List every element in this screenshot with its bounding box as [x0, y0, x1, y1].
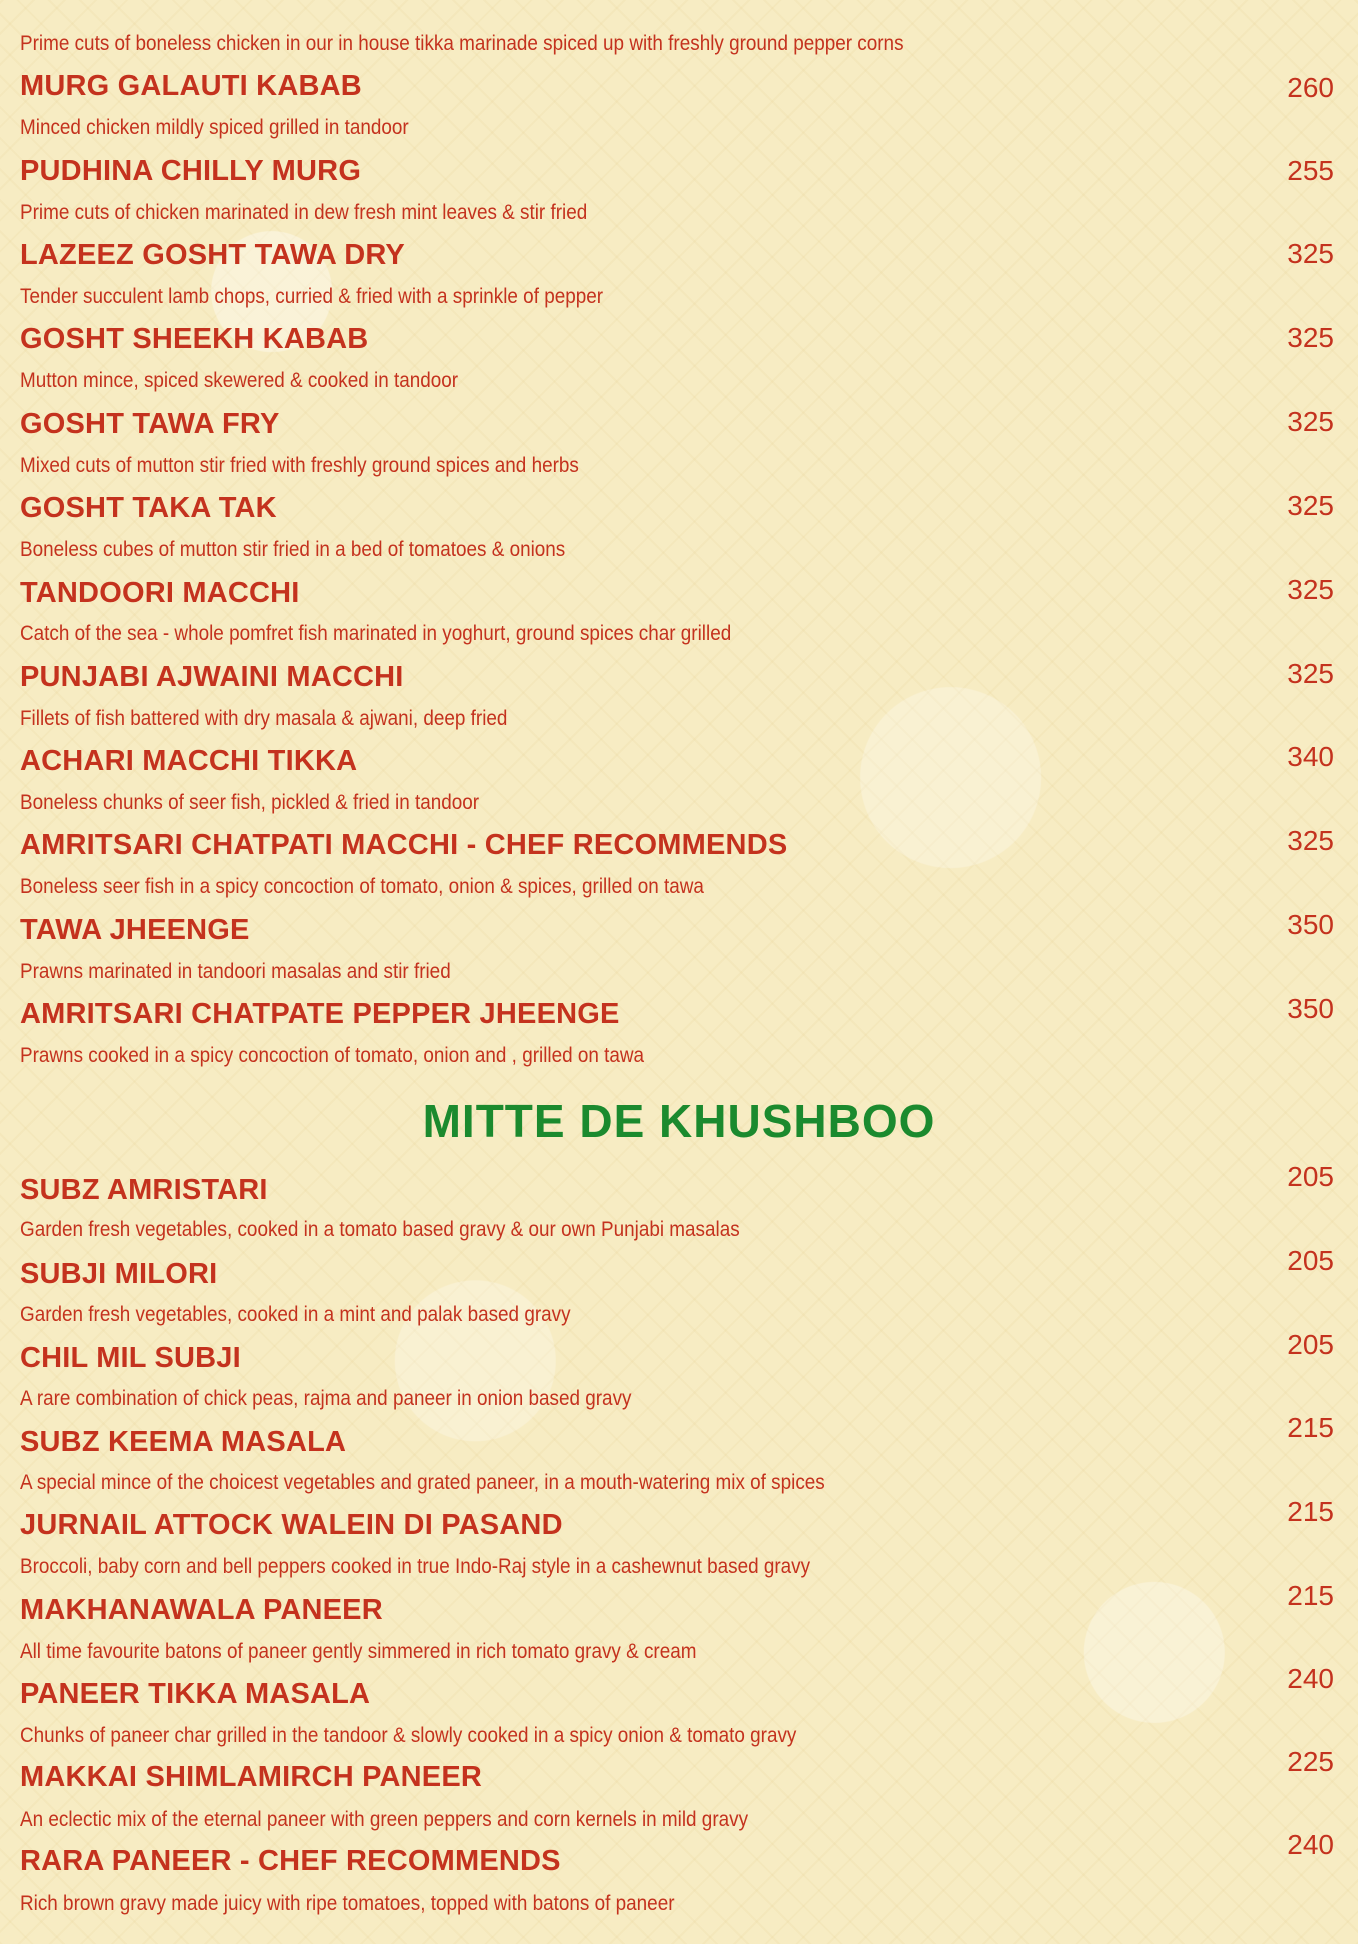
- menu-item-description: Boneless seer fish in a spicy concoction of tomato, onion & spices, grilled on tawa: [20, 875, 704, 898]
- menu-item-price: 325: [1287, 825, 1334, 856]
- menu-item-price: 325: [1287, 406, 1334, 437]
- menu-item-description: Tender succulent lamb chops, curried & fried with a sprinkle of pepper: [20, 285, 604, 308]
- menu-item-name: RARA PANEER - CHEF RECOMMENDS: [20, 1845, 561, 1877]
- menu-item-description: An eclectic mix of the eternal paneer with green peppers and corn kernels in mild gravy: [20, 1808, 749, 1831]
- menu-item-name: ACHARI MACCHI TIKKA: [20, 745, 358, 777]
- menu-item-price: 325: [1287, 490, 1334, 521]
- menu-item-name: PANEER TIKKA MASALA: [20, 1678, 371, 1710]
- menu-item-description: Prime cuts of chicken marinated in dew fresh mint leaves & stir fried: [20, 201, 588, 224]
- menu-item-name: AMRITSARI CHATPATI MACCHI - CHEF RECOMMENDS: [20, 829, 788, 861]
- menu-item-description: Rich brown gravy made juicy with ripe tomatoes, topped with batons of paneer: [20, 1892, 675, 1915]
- menu-item-price: 240: [1287, 1829, 1334, 1860]
- menu-item-description: A rare combination of chick peas, rajma and paneer in onion based gravy: [20, 1387, 632, 1410]
- menu-item-name: TAWA JHEENGE: [20, 914, 250, 946]
- menu-item-price: 350: [1287, 993, 1334, 1024]
- menu-item-price: 215: [1287, 1580, 1334, 1611]
- menu-item-price: 225: [1287, 1746, 1334, 1777]
- menu-item-description: Minced chicken mildly spiced grilled in tandoor: [20, 116, 409, 139]
- menu-item-price: 325: [1287, 322, 1334, 353]
- menu-item-name: SUBZ AMRISTARI: [20, 1174, 268, 1206]
- menu-item-name: SUBZ KEEMA MASALA: [20, 1426, 347, 1458]
- top-item-description: Prime cuts of boneless chicken in our in house tikka marinade spiced up with freshly ground pepper corns: [20, 32, 904, 55]
- menu-item-name: TANDOORI MACCHI: [20, 577, 300, 609]
- menu-item-description: Garden fresh vegetables, cooked in a mint and palak based gravy: [20, 1303, 571, 1326]
- menu-item-name: MAKHANAWALA PANEER: [20, 1594, 383, 1626]
- menu-item-description: Boneless chunks of seer fish, pickled & fried in tandoor: [20, 791, 480, 814]
- menu-item-description: All time favourite batons of paneer gently simmered in rich tomato gravy & cream: [20, 1640, 697, 1663]
- menu-item-price: 260: [1287, 72, 1334, 103]
- menu-item-name: PUNJABI AJWAINI MACCHI: [20, 661, 404, 693]
- menu-item-price: 215: [1287, 1412, 1334, 1443]
- menu-item-description: Chunks of paneer char grilled in the tandoor & slowly cooked in a spicy onion & tomato gravy: [20, 1724, 797, 1747]
- menu-item-name: MURG GALAUTI KABAB: [20, 70, 362, 102]
- menu-item-description: Garden fresh vegetables, cooked in a tomato based gravy & our own Punjabi masalas: [20, 1218, 740, 1241]
- menu-item-price: 350: [1287, 909, 1334, 940]
- menu-item-description: Broccoli, baby corn and bell peppers cooked in true Indo-Raj style in a cashewnut based gravy: [20, 1555, 811, 1578]
- menu-item-price: 205: [1287, 1245, 1334, 1276]
- menu-item-name: JURNAIL ATTOCK WALEIN DI PASAND: [20, 1509, 563, 1541]
- menu-item-name: LAZEEZ GOSHT TAWA DRY: [20, 239, 405, 271]
- section-title: MITTE DE KHUSHBOO: [422, 1095, 936, 1147]
- menu-item-description: Mixed cuts of mutton stir fried with freshly ground spices and herbs: [20, 454, 579, 477]
- menu-item-price: 255: [1287, 155, 1334, 186]
- menu-item-description: Prawns marinated in tandoori masalas and stir fried: [20, 960, 451, 983]
- menu-item-price: 240: [1287, 1663, 1334, 1694]
- menu-item-price: 325: [1287, 574, 1334, 605]
- menu-item-name: PUDHINA CHILLY MURG: [20, 155, 362, 187]
- menu-item-name: MAKKAI SHIMLAMIRCH PANEER: [20, 1761, 483, 1793]
- menu-item-price: 325: [1287, 658, 1334, 689]
- menu-item-description: Boneless cubes of mutton stir fried in a bed of tomatoes & onions: [20, 538, 566, 561]
- menu-item-description: Mutton mince, spiced skewered & cooked in tandoor: [20, 369, 459, 392]
- menu-item-name: GOSHT SHEEKH KABAB: [20, 323, 369, 355]
- menu-item-price: 215: [1287, 1496, 1334, 1527]
- menu-item-description: A special mince of the choicest vegetables and grated paneer, in a mouth-watering mix of spices: [20, 1471, 825, 1494]
- menu-item-price: 205: [1287, 1161, 1334, 1192]
- menu-item-description: Fillets of fish battered with dry masala & ajwani, deep fried: [20, 707, 508, 730]
- menu-item-name: AMRITSARI CHATPATE PEPPER JHEENGE: [20, 998, 620, 1030]
- menu-item-name: CHIL MIL SUBJI: [20, 1342, 241, 1374]
- menu-item-name: GOSHT TAWA FRY: [20, 408, 280, 440]
- menu-item-description: Catch of the sea - whole pomfret fish marinated in yoghurt, ground spices char grilled: [20, 622, 732, 645]
- menu-item-price: 325: [1287, 238, 1334, 269]
- menu-item-name: GOSHT TAKA TAK: [20, 492, 277, 524]
- menu-item-description: Prawns cooked in a spicy concoction of tomato, onion and , grilled on tawa: [20, 1044, 645, 1067]
- menu-item-price: 340: [1287, 741, 1334, 772]
- menu-item-price: 205: [1287, 1329, 1334, 1360]
- menu-item-name: SUBJI MILORI: [20, 1258, 218, 1290]
